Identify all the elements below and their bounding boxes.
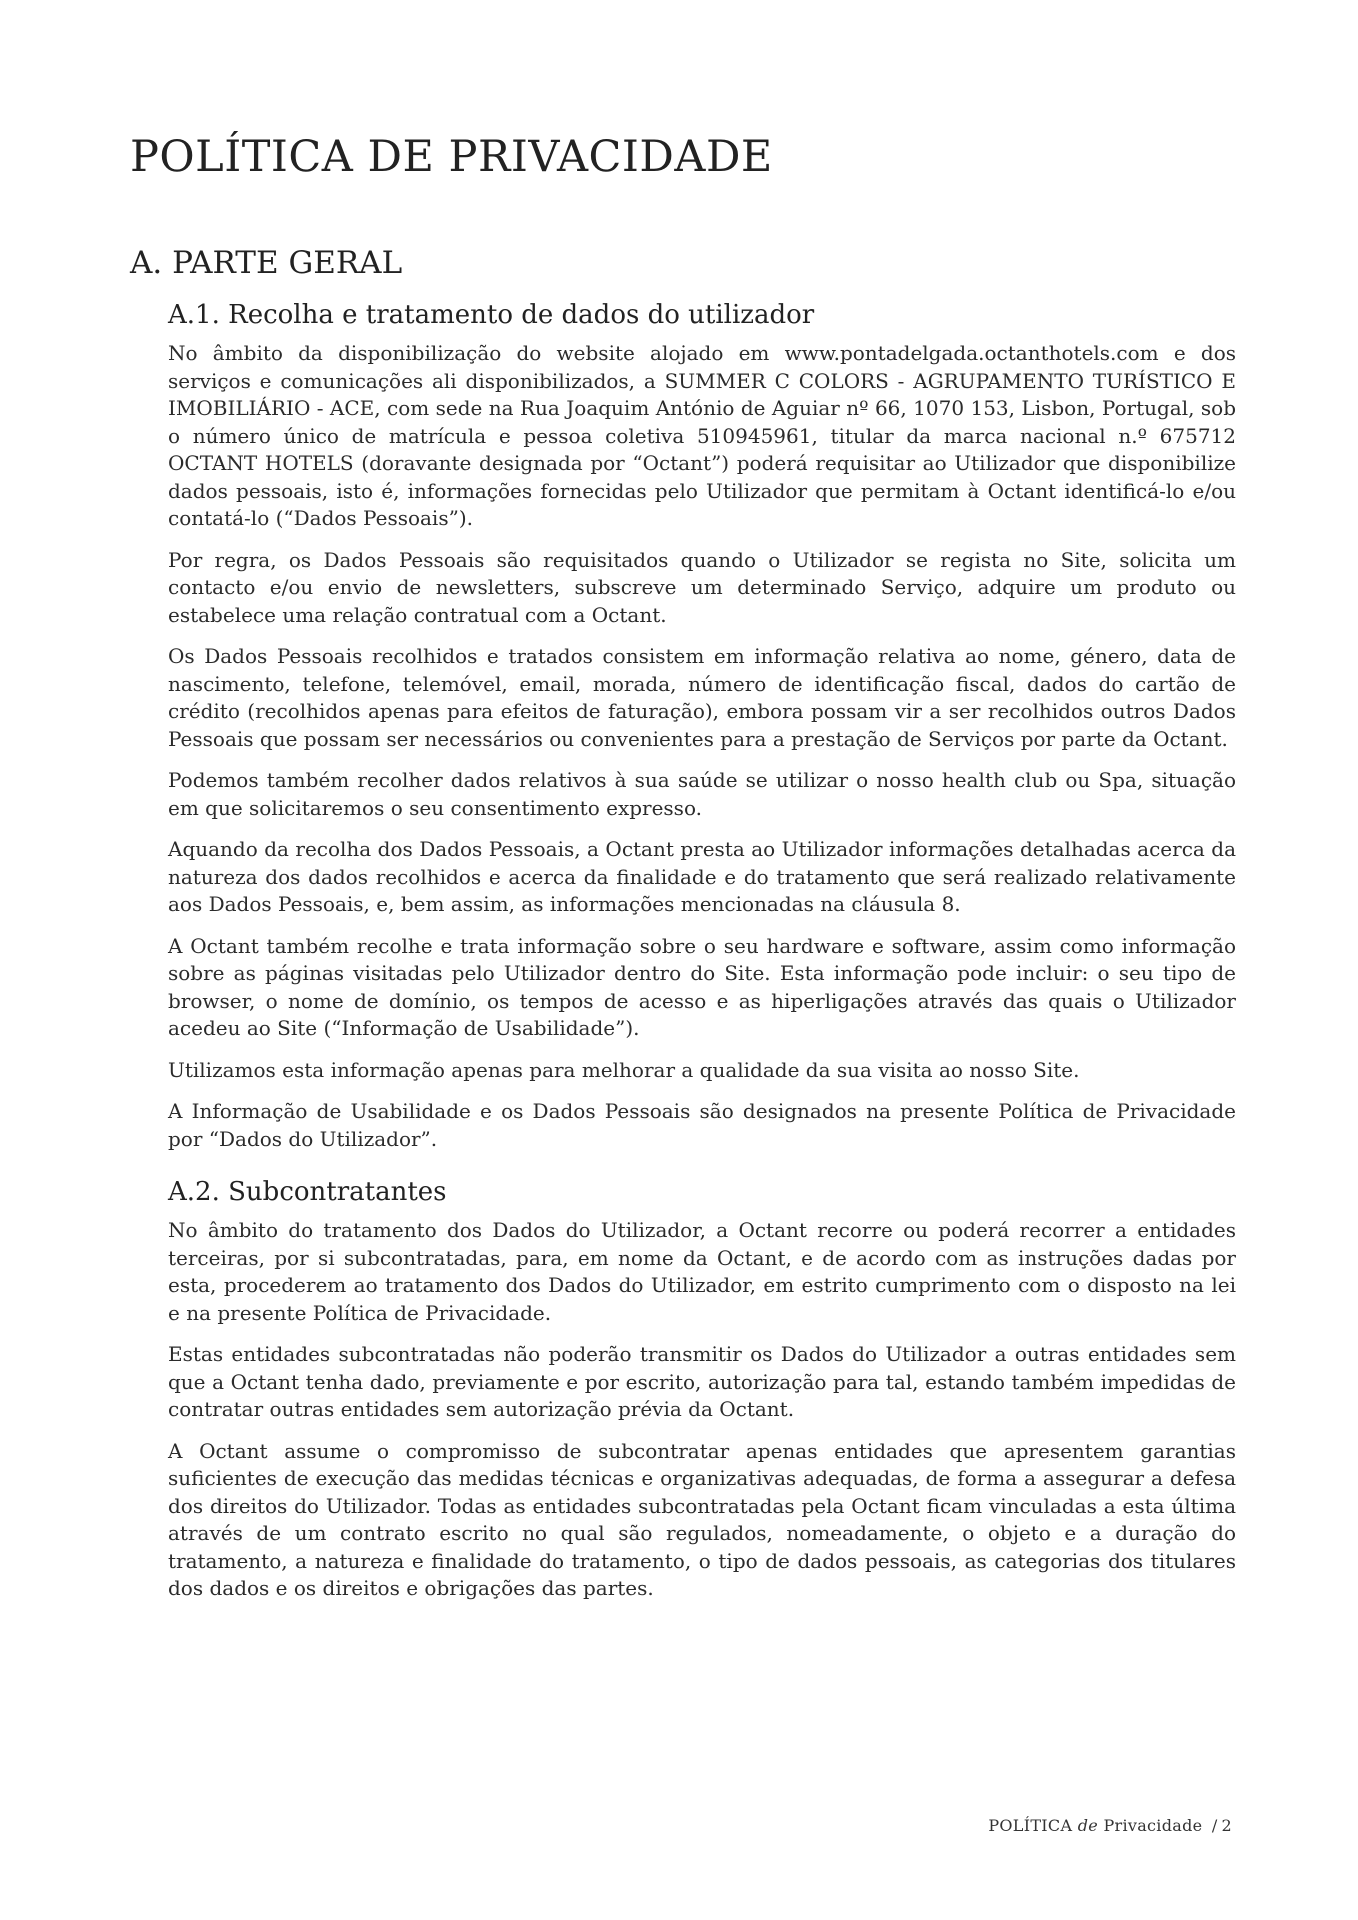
footer-title-right: Privacidade (1103, 1816, 1203, 1835)
section-a2-title: A.2. Subcontratantes (168, 1177, 447, 1207)
footer-title-left: POLÍTICA (988, 1816, 1073, 1835)
section-a1-title: A.1. Recolha e tratamento de dados do utilizador (168, 300, 815, 330)
section-a1-paragraph: A Octant também recolhe e trata informação sobre o seu hardware e software, assim como informação sobre as páginas visitadas pelo Utilizador dentro do Site. Esta informação pode incluir: o seu tipo de browser, o nome de domínio, os tempos de acesso e as hiperligações através das quais o Utilizador acedeu ao Site (“Informação de Usabilidade”). (168, 933, 1236, 1040)
page-footer (988, 1816, 1232, 1835)
section-a1-paragraph: Os Dados Pessoais recolhidos e tratados consistem em informação relativa ao nome, género, data de nascimento, telefone, telemóvel, email, morada, número de identificação fiscal, dados do cartão de crédito (recolhidos apenas para efeitos de faturação), embora possam vir a ser recolhidos outros Dados Pessoais que possam ser necessários ou convenientes para a prestação de Serviços por parte da Octant. (168, 644, 1236, 751)
part-a-title: A. PARTE GERAL (130, 245, 403, 281)
section-a2-paragraph: A Octant assume o compromisso de subcontratar apenas entidades que apresentem garantias suficientes de execução das medidas técnicas e organizativas adequadas, de forma a assegurar a defesa dos direitos do Utilizador. Todas as entidades subcontratadas pela Octant ficam vinculadas a esta última através de um contrato escrito no qual são regulados, nomeadamente, o objeto e a duração do tratamento, a natureza e finalidade do tratamento, o tipo de dados pessoais, as categorias dos titulares dos dados e os direitos e obrigações das partes. (168, 1438, 1236, 1600)
section-a1-paragraph: Aquando da recolha dos Dados Pessoais, a Octant presta ao Utilizador informações detalhadas acerca da natureza dos dados recolhidos e acerca da finalidade e do tratamento que será realizado relativamente aos Dados Pessoais, e, bem assim, as informações mencionadas na cláusula 8. (168, 837, 1236, 916)
section-a1 (168, 300, 1236, 1167)
section-a1-paragraph: Podemos também recolher dados relativos à sua saúde se utilizar o nosso health club ou Spa, situação em que solicitaremos o seu consentimento expresso. (168, 768, 1236, 820)
section-a2-paragraph: Estas entidades subcontratadas não poderão transmitir os Dados do Utilizador a outras entidades sem que a Octant tenha dado, previamente e por escrito, autorização para tal, estando também impedidas de contratar outras entidades sem autorização prévia da Octant. (168, 1342, 1236, 1421)
section-a1-paragraph: Por regra, os Dados Pessoais são requisitados quando o Utilizador se regista no Site, solicita um contacto e/ou envio de newsletters, subscreve um determinado Serviço, adquire um produto ou estabelece uma relação contratual com a Octant. (168, 547, 1236, 627)
document-title: POLÍTICA DE PRIVACIDADE (130, 132, 773, 182)
footer-separator: / (1211, 1816, 1218, 1835)
section-a1-paragraph: A Informação de Usabilidade e os Dados Pessoais são designados na presente Política de Privacidade por “Dados do Utilizador”. (168, 1099, 1236, 1151)
page-number: 2 (1221, 1816, 1232, 1835)
section-a1-paragraph: No âmbito da disponibilização do website alojado em www.pontadelgada.octanthotels.com e dos serviços e comunicações ali disponibilizados, a SUMMER C COLORS - AGRUPAMENTO TURÍSTICO E IMOBILIÁRIO - ACE, com sede na Rua Joaquim António de Aguiar nº 66, 1070 153, Lisbon, Portugal, sob o número único de matrícula e pessoa coletiva 510945961, titular da marca nacional n.º 675712 OCTANT HOTELS (doravante designada por “Octant”) poderá requisitar ao Utilizador que disponibilize dados pessoais, isto é, informações fornecidas pelo Utilizador que permitam à Octant identificá-lo e/ou contatá-lo (“Dados Pessoais”). (168, 341, 1236, 530)
footer-title-italic: de (1077, 1816, 1099, 1835)
section-a1-paragraph: Utilizamos esta informação apenas para melhorar a qualidade da sua visita ao nosso Site. (168, 1057, 1080, 1082)
section-a2-paragraph: No âmbito do tratamento dos Dados do Utilizador, a Octant recorre ou poderá recorrer a entidades terceiras, por si subcontratadas, para, em nome da Octant, e de acordo com as instruções dadas por esta, procederem ao tratamento dos Dados do Utilizador, em estrito cumprimento com o disposto na lei e na presente Política de Privacidade. (168, 1218, 1236, 1325)
section-a2 (168, 1177, 1236, 1617)
